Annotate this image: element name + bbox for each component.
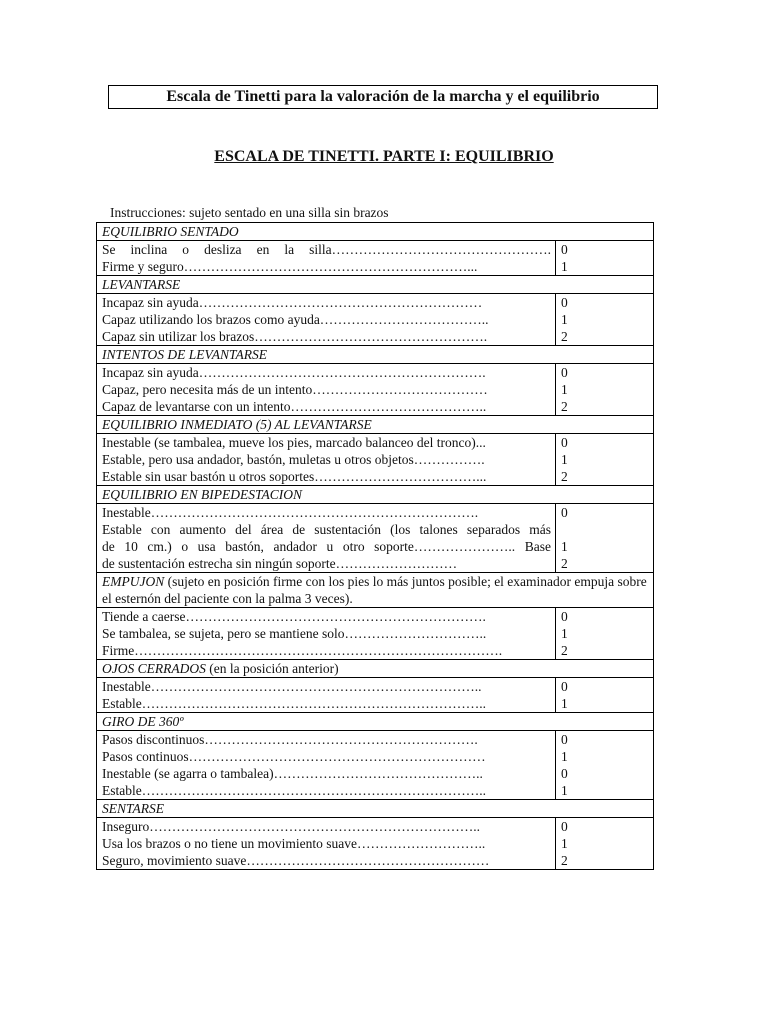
- section-items-row: [97, 241, 654, 276]
- item-text: Inestable (se agarra o tambalea)………………………………………..: [102, 766, 483, 781]
- score-value: 2: [561, 469, 568, 484]
- section-header-row: [97, 486, 654, 504]
- section-items: [97, 678, 556, 713]
- section-scores: [556, 241, 654, 276]
- section-header-label: INTENTOS DE LEVANTARSE: [102, 347, 268, 362]
- score-value: 0: [561, 679, 568, 694]
- section-header-row: [97, 660, 654, 678]
- item-text: Usa los brazos o no tiene un movimiento suave………………………..: [102, 836, 486, 851]
- section-items-row: [97, 434, 654, 486]
- section-header: [97, 276, 654, 294]
- score-value: 1: [561, 259, 568, 274]
- score-value: 1: [561, 539, 568, 554]
- section-header: [97, 416, 654, 434]
- score-value: 0: [561, 609, 568, 624]
- section-header-label: GIRO DE 360º: [102, 714, 184, 729]
- item-text: de 10 cm.) o usa bastón, andador u otro soporte………………….. Base: [102, 539, 551, 554]
- item-text: Estable…………………………………………………………………..: [102, 696, 486, 711]
- section-scores: [556, 364, 654, 416]
- item-text: Inestable………………………………………………………………..: [102, 679, 482, 694]
- section-header-row: [97, 573, 654, 608]
- item-text: Estable, pero usa andador, bastón, muletas u otros objetos…………….: [102, 452, 485, 467]
- section-scores: [556, 294, 654, 346]
- item-text: Seguro, movimiento suave………………………………………………: [102, 853, 490, 868]
- section-header-label: EQUILIBRIO INMEDIATO (5) AL LEVANTARSE: [102, 417, 372, 432]
- section-scores: [556, 504, 654, 573]
- score-value: 0: [561, 732, 568, 747]
- section-header-label: EQUILIBRIO SENTADO: [102, 224, 239, 239]
- item-text: Inseguro………………………………………………………………..: [102, 819, 480, 834]
- item-text: Inestable……………………………………………………………….: [102, 505, 479, 520]
- section-header-row: [97, 416, 654, 434]
- score-value: 1: [561, 836, 568, 851]
- score-value: 0: [561, 435, 568, 450]
- tinetti-balance-table: [96, 222, 654, 870]
- score-value: 0: [561, 766, 568, 781]
- section-items-row: [97, 608, 654, 660]
- section-header-row: [97, 713, 654, 731]
- section-items: [97, 504, 556, 573]
- section-header-label: EMPUJON: [102, 574, 165, 589]
- score-value: 2: [561, 853, 568, 868]
- section-scores: [556, 731, 654, 800]
- score-value: 1: [561, 783, 568, 798]
- score-value: 0: [561, 365, 568, 380]
- item-text: Capaz utilizando los brazos como ayuda………………………………..: [102, 312, 489, 327]
- item-text: Pasos continuos…………………………………………………………: [102, 749, 486, 764]
- section-header-row: [97, 800, 654, 818]
- score-value: 1: [561, 382, 568, 397]
- score-value: 1: [561, 696, 568, 711]
- score-value: 0: [561, 505, 568, 520]
- section-header-note: (sujeto en posición firme con los pies lo más juntos posible; el examinador empuja sobre el esternón del paciente con la palma 3 veces).: [102, 574, 647, 606]
- item-text: Tiende a caerse………………………………………………………….: [102, 609, 486, 624]
- section-header: [97, 573, 654, 608]
- section-header: [97, 713, 654, 731]
- section-items: [97, 434, 556, 486]
- item-text: de sustentación estrecha sin ningún soporte………………………: [102, 556, 458, 571]
- section-header: [97, 660, 654, 678]
- section-header-label: LEVANTARSE: [102, 277, 181, 292]
- section-scores: [556, 678, 654, 713]
- item-text: Capaz, pero necesita más de un intento…………………………………: [102, 382, 488, 397]
- item-text: Incapaz sin ayuda………………………………………………………: [102, 295, 483, 310]
- section-items: [97, 294, 556, 346]
- item-text: Pasos discontinuos…………………………………………………….: [102, 732, 478, 747]
- section-header: [97, 346, 654, 364]
- item-text: Estable sin usar bastón u otros soportes………………………………...: [102, 469, 487, 484]
- score-value: 0: [561, 242, 568, 257]
- section-items-row: [97, 818, 654, 870]
- section-items: [97, 731, 556, 800]
- section-header: [97, 223, 654, 241]
- section-items-row: [97, 294, 654, 346]
- section-items-row: [97, 364, 654, 416]
- item-text: Se inclina o desliza en la silla………………………………………….: [102, 242, 551, 257]
- table-body: [97, 223, 654, 870]
- document-title: Escala de Tinetti para la valoración de la marcha y el equilibrio: [108, 85, 658, 109]
- instructions-text: Instrucciones: sujeto sentado en una silla sin brazos: [110, 205, 389, 220]
- score-value: 1: [561, 626, 568, 641]
- item-text: Incapaz sin ayuda……………………………………………………….: [102, 365, 486, 380]
- section-header: [97, 486, 654, 504]
- section-items: [97, 608, 556, 660]
- item-text: Firme y seguro………………………………………………………...: [102, 259, 478, 274]
- item-text: Inestable (se tambalea, mueve los pies, marcado balanceo del tronco)...: [102, 435, 486, 450]
- item-text: Estable…………………………………………………………………..: [102, 783, 486, 798]
- score-value: 2: [561, 556, 568, 571]
- section-header-label: SENTARSE: [102, 801, 164, 816]
- section-scores: [556, 608, 654, 660]
- score-value: 2: [561, 399, 568, 414]
- item-text: Estable con aumento del área de sustentación (los talones separados más: [102, 522, 551, 537]
- section-scores: [556, 818, 654, 870]
- score-value: 2: [561, 643, 568, 658]
- section-header-note: (en la posición anterior): [205, 661, 339, 676]
- section-header-label: OJOS CERRADOS: [102, 661, 206, 676]
- section-items: [97, 818, 556, 870]
- section-header: [97, 800, 654, 818]
- section-title: ESCALA DE TINETTI. PARTE I: EQUILIBRIO: [214, 148, 554, 165]
- section-items: [97, 364, 556, 416]
- score-value: 1: [561, 452, 568, 467]
- section-header-label: EQUILIBRIO EN BIPEDESTACION: [102, 487, 302, 502]
- section-items-row: [97, 678, 654, 713]
- score-value: 2: [561, 329, 568, 344]
- section-header-row: [97, 276, 654, 294]
- score-value: 0: [561, 295, 568, 310]
- item-text: Capaz sin utilizar los brazos…………………………………………….: [102, 329, 488, 344]
- item-text: Se tambalea, se sujeta, pero se mantiene solo…………………………..: [102, 626, 487, 641]
- score-value: 0: [561, 819, 568, 834]
- section-header-row: [97, 346, 654, 364]
- section-scores: [556, 434, 654, 486]
- section-items-row: [97, 731, 654, 800]
- score-value: [561, 521, 649, 538]
- score-value: 1: [561, 312, 568, 327]
- section-items-row: [97, 504, 654, 573]
- section-items: [97, 241, 556, 276]
- item-text: Firme……………………………………………………………………….: [102, 643, 503, 658]
- score-value: 1: [561, 749, 568, 764]
- item-text: Capaz de levantarse con un intento……………………………………..: [102, 399, 487, 414]
- section-header-row: [97, 223, 654, 241]
